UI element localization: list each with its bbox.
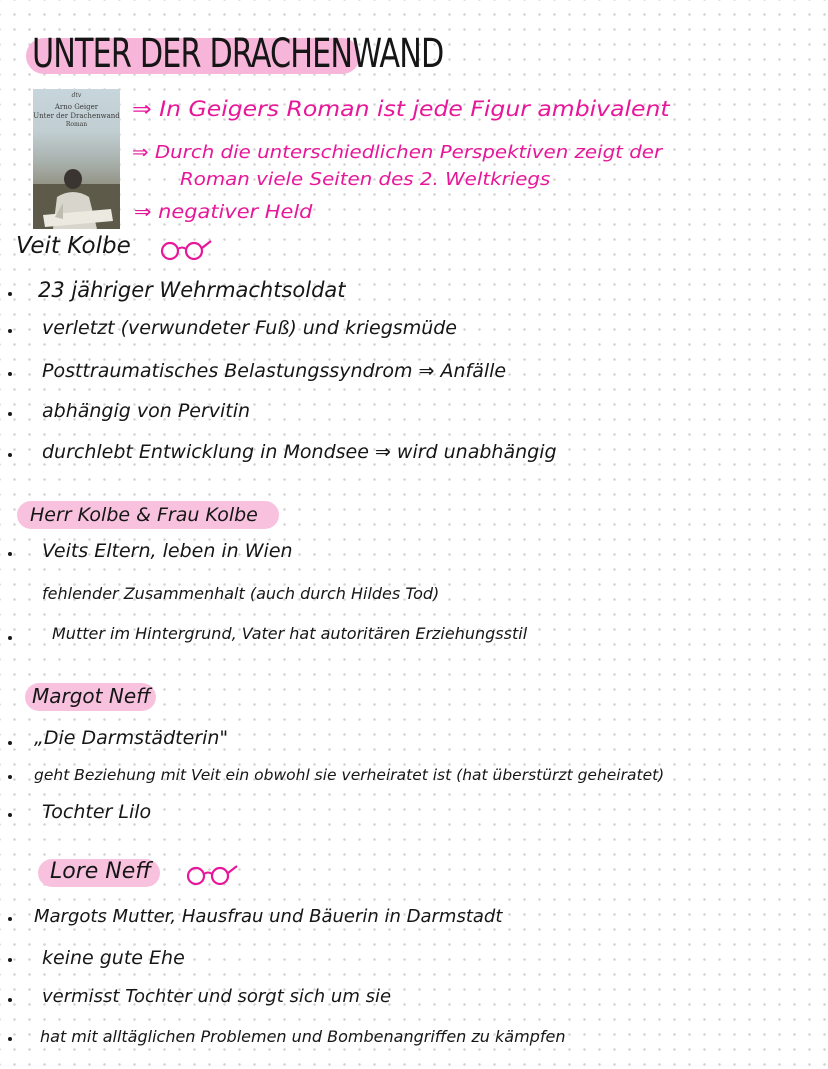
bullet-dot xyxy=(8,1037,12,1041)
list-item: Posttraumatisches Belastungssyndrom ⇒ Anfälle xyxy=(42,360,507,382)
bullet-dot xyxy=(8,775,12,779)
list-item: keine gute Ehe xyxy=(42,947,185,969)
cover-publisher: dtv xyxy=(71,92,82,99)
list-item: Tochter Lilo xyxy=(42,801,152,823)
section-heading-veit-kolbe: Veit Kolbe xyxy=(16,233,131,259)
cover-title: Unter der Drachenwand xyxy=(33,112,120,120)
book-cover-image xyxy=(33,89,120,229)
list-item: abhängig von Pervitin xyxy=(42,400,251,422)
section-heading-lore-neff: Lore Neff xyxy=(50,859,152,884)
section-heading-margot-neff: Margot Neff xyxy=(32,684,151,708)
list-item: Veits Eltern, leben in Wien xyxy=(42,540,293,562)
cover-author: Arno Geiger xyxy=(54,103,99,111)
bullet-dot xyxy=(8,741,12,745)
bullet-dot xyxy=(8,329,12,333)
bullet-dot xyxy=(8,998,12,1002)
bullet-dot xyxy=(8,636,12,640)
glasses-icon xyxy=(183,862,239,886)
cover-genre: Roman xyxy=(65,121,88,128)
list-item: fehlender Zusammenhalt (auch durch Hildes Tod) xyxy=(42,584,440,603)
page-title: UNTER DER DRACHENWAND xyxy=(32,31,444,77)
list-item: hat mit alltäglichen Problemen und Bombenangriffen zu kämpfen xyxy=(40,1027,566,1046)
intro-line-2: ⇒ Durch die unterschiedlichen Perspektiven zeigt der xyxy=(132,142,663,163)
list-item: Margots Mutter, Hausfrau und Bäuerin in Darmstadt xyxy=(34,906,503,927)
intro-line-3: Roman viele Seiten des 2. Weltkriegs xyxy=(180,169,551,190)
bullet-dot xyxy=(8,372,12,376)
intro-line-4: ⇒ negativer Held xyxy=(134,201,313,223)
glasses-icon xyxy=(157,237,213,261)
list-item: Mutter im Hintergrund, Vater hat autoritären Erziehungsstil xyxy=(52,624,528,643)
list-item: verletzt (verwundeter Fuß) und kriegsmüde xyxy=(42,317,457,339)
bullet-dot xyxy=(8,453,12,457)
list-item: „Die Darmstädterin" xyxy=(34,727,229,749)
cover-photo-figure xyxy=(33,129,120,229)
bullet-dot xyxy=(8,958,12,962)
list-item: vermisst Tochter und sorgt sich um sie xyxy=(42,986,392,1007)
bullet-dot xyxy=(8,412,12,416)
bullet-dot xyxy=(8,813,12,817)
bullet-dot xyxy=(8,917,12,921)
list-item: 23 jähriger Wehrmachtsoldat xyxy=(38,278,346,302)
bullet-dot xyxy=(8,292,12,296)
list-item: geht Beziehung mit Veit ein obwohl sie verheiratet ist (hat überstürzt geheiratet) xyxy=(34,766,665,784)
list-item: durchlebt Entwicklung in Mondsee ⇒ wird unabhängig xyxy=(42,441,557,463)
bullet-dot xyxy=(8,552,12,556)
intro-line-1: ⇒ In Geigers Roman ist jede Figur ambivalent xyxy=(132,97,670,121)
section-heading-parents: Herr Kolbe & Frau Kolbe xyxy=(30,504,258,526)
